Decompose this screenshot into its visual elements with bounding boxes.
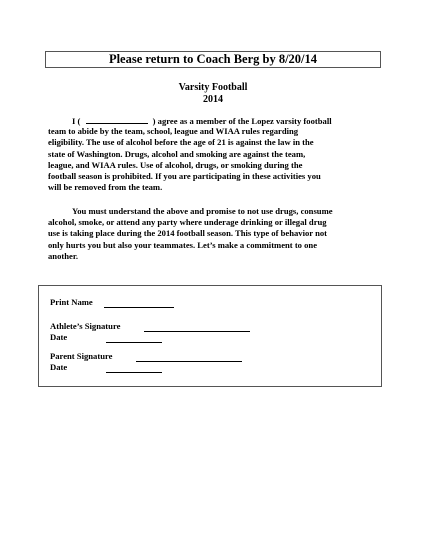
name-blank[interactable] — [86, 115, 148, 124]
parent-date-field — [50, 362, 67, 373]
parent-signature-line[interactable] — [136, 351, 242, 362]
paragraph-line — [48, 115, 380, 126]
athlete-date-label: Date — [50, 332, 68, 342]
commitment-paragraph — [48, 206, 380, 262]
print-name-field — [50, 297, 93, 308]
agreement-paragraph — [48, 115, 380, 193]
parent-signature-field — [50, 351, 112, 362]
page-title: Please return to Coach Berg by 8/20/14 — [108, 52, 318, 66]
paragraph-line: league, and WIAA rules. Use of alcohol, drugs, or smoking during the — [48, 159, 303, 170]
paragraph-line: eligibility. The use of alcohol before the age of 21 is against the law in the — [48, 137, 314, 148]
return-notice-box — [45, 51, 381, 68]
signature-box — [38, 285, 382, 387]
athlete-signature-label: Athlete’s Signature — [50, 321, 121, 331]
paragraph-line: only hurts you but also your teammates. Let’s make a commitment to one — [48, 239, 318, 250]
paragraph-line: alcohol, smoke, or attend any party where underage drinking or illegal drug — [48, 217, 327, 228]
print-name-line[interactable] — [104, 297, 174, 308]
parent-date-label: Date — [50, 362, 68, 372]
paragraph-line: football season is prohibited. If you are participating in these activities you — [48, 170, 321, 181]
paragraph-line: team to abide by the team, school, league and WIAA rules regarding — [48, 126, 299, 137]
paragraph-line: another. — [48, 250, 79, 261]
heading-year: 2014 — [203, 94, 223, 105]
paragraph-line-text: ) agree as a member of the Lopez varsity football — [152, 116, 332, 126]
paragraph-line — [48, 206, 380, 217]
paragraph-line-text: I ( — [72, 116, 81, 126]
print-name-label: Print Name — [50, 297, 93, 307]
athlete-signature-line[interactable] — [144, 321, 250, 332]
paragraph-line-text: You must understand the above and promise to not use drugs, consume — [72, 206, 333, 216]
athlete-date-field — [50, 332, 67, 343]
athlete-signature-field — [50, 321, 120, 332]
paragraph-line: will be removed from the team. — [48, 182, 163, 193]
athlete-date-line[interactable] — [106, 332, 162, 343]
paragraph-line: use is taking place during the 2014 football season. This type of behavior not — [48, 228, 328, 239]
heading-sport: Varsity Football — [178, 82, 248, 93]
parent-signature-label: Parent Signature — [50, 351, 113, 361]
paragraph-line: state of Washington. Drugs, alcohol and smoking are against the team, — [48, 148, 306, 159]
parent-date-line[interactable] — [106, 362, 162, 373]
